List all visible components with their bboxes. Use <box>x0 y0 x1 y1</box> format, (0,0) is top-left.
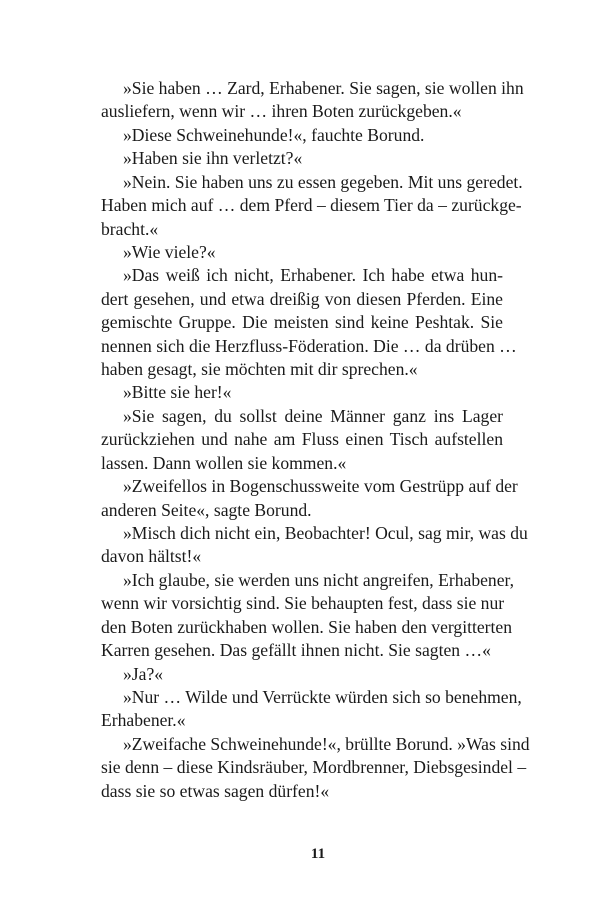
paragraph <box>101 124 503 147</box>
text-line: »Nein. Sie haben uns zu essen gegeben. Mit uns geredet. <box>123 171 523 192</box>
paragraph <box>101 171 523 241</box>
paragraph <box>101 405 503 475</box>
text-line: nennen sich die Herzfluss-Föderation. Die … da drüben … <box>101 335 517 356</box>
paragraph <box>101 241 503 264</box>
text-line: ausliefern, wenn wir … ihren Boten zurückgeben.« <box>101 101 462 122</box>
paragraph <box>101 569 515 663</box>
text-line: »Diese Schweinehunde!«, fauchte Borund. <box>123 124 425 145</box>
text-line: den Boten zurückhaben wollen. Sie haben den vergitterten <box>101 616 513 637</box>
text-line: wenn wir vorsichtig sind. Sie behaupten fest, dass sie nur <box>101 593 505 614</box>
text-line: zurückziehen und nahe am Fluss einen Tisch aufstellen <box>101 429 503 450</box>
page-number: 11 <box>310 846 326 862</box>
text-line: »Das weiß ich nicht, Erhabener. Ich habe etwa hun- <box>123 265 503 286</box>
text-line: »Bitte sie her!« <box>123 382 232 403</box>
paragraph <box>101 733 530 803</box>
paragraph <box>101 381 503 404</box>
text-line: dass sie so etwas sagen dürfen!« <box>101 780 330 801</box>
paragraph <box>101 663 503 686</box>
text-line: »Ich glaube, sie werden uns nicht angreifen, Erhabener, <box>123 569 515 590</box>
paragraph <box>101 475 518 522</box>
paragraph <box>101 147 503 170</box>
text-line: gemischte Gruppe. Die meisten sind keine Peshtak. Sie <box>101 312 503 333</box>
text-line: Haben mich auf … dem Pferd – diesem Tier da – zurückge- <box>101 195 522 216</box>
text-line: »Nur … Wilde und Verrückte würden sich so benehmen, <box>123 686 522 707</box>
text-line: dert gesehen, und etwa dreißig von diesen Pferden. Eine <box>101 288 503 309</box>
text-line: »Zweifache Schweinehunde!«, brüllte Borund. »Was sind <box>123 733 530 754</box>
paragraph <box>101 77 524 124</box>
text-line: haben gesagt, sie möchten mit dir sprechen.« <box>101 359 418 380</box>
text-line: anderen Seite«, sagte Borund. <box>101 499 312 520</box>
text-line: bracht.« <box>101 218 159 239</box>
text-line: »Wie viele?« <box>123 241 216 262</box>
text-line: Erhabener.« <box>101 710 186 731</box>
body-text <box>101 77 530 803</box>
text-line: »Sie sagen, du sollst deine Männer ganz ins Lager <box>123 405 503 426</box>
text-line: »Sie haben … Zard, Erhabener. Sie sagen, sie wollen ihn <box>123 78 524 98</box>
text-line: sie denn – diese Kindsräuber, Mordbrenner, Diebsgesindel – <box>101 757 527 778</box>
text-line: »Ja?« <box>123 663 164 684</box>
text-line: »Haben sie ihn verletzt?« <box>123 148 303 169</box>
text-line: lassen. Dann wollen sie kommen.« <box>101 452 347 473</box>
paragraph <box>101 522 528 569</box>
paragraph <box>101 686 522 733</box>
text-line: davon hältst!« <box>101 546 202 567</box>
paragraph <box>101 264 517 381</box>
text-line: »Misch dich nicht ein, Beobachter! Ocul, sag mir, was du <box>123 523 528 544</box>
text-line: Karren gesehen. Das gefällt ihnen nicht. Sie sagten …« <box>101 640 491 661</box>
text-line: »Zweifellos in Bogenschussweite vom Gestrüpp auf der <box>123 476 518 497</box>
